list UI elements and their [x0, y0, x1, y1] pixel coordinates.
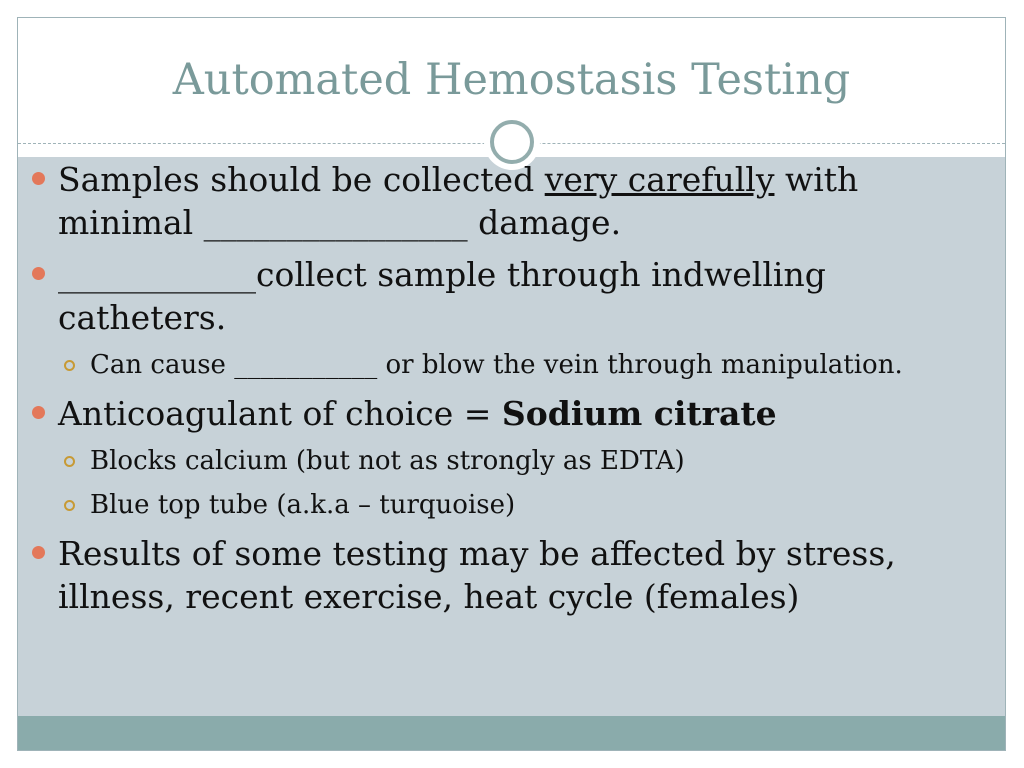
bullet-item — [32, 392, 962, 435]
bullet-text: Samples should be collected — [58, 160, 545, 199]
round-bullet-icon — [32, 172, 45, 185]
footer-bar — [18, 716, 1005, 751]
bold-text: Sodium citrate — [501, 394, 777, 433]
bullet-list — [32, 158, 962, 627]
bullet-item — [32, 532, 962, 618]
sub-bullet-item — [32, 444, 962, 478]
sub-bullet-text: Can cause ___________ or blow the vein through manipulation. — [90, 350, 903, 380]
bullet-text: Anticoagulant of choice = — [58, 394, 502, 433]
sub-bullet-text: Blocks calcium (but not as strongly as EDTA) — [90, 446, 685, 476]
bullet-item — [32, 158, 962, 244]
sub-bullet-item — [32, 488, 962, 522]
bullet-text: with minimal ________________ damage. — [58, 160, 859, 242]
bullet-text: ____________collect sample through indwelling catheters. — [58, 255, 826, 337]
sub-bullet-text: Blue top tube (a.k.a – turquoise) — [90, 490, 516, 520]
bullet-item — [32, 253, 962, 339]
hollow-circle-bullet-icon — [64, 456, 75, 467]
sub-bullet-item — [32, 348, 962, 382]
round-bullet-icon — [32, 406, 45, 419]
underlined-text: very carefully — [544, 160, 775, 199]
hollow-circle-bullet-icon — [64, 500, 75, 511]
slide-title: Automated Hemostasis Testing — [172, 55, 851, 105]
bullet-text: Results of some testing may be affected by stress, illness, recent exercise, heat cycle (females) — [58, 534, 896, 616]
hollow-circle-bullet-icon — [64, 360, 75, 371]
round-bullet-icon — [32, 267, 45, 280]
round-bullet-icon — [32, 546, 45, 559]
